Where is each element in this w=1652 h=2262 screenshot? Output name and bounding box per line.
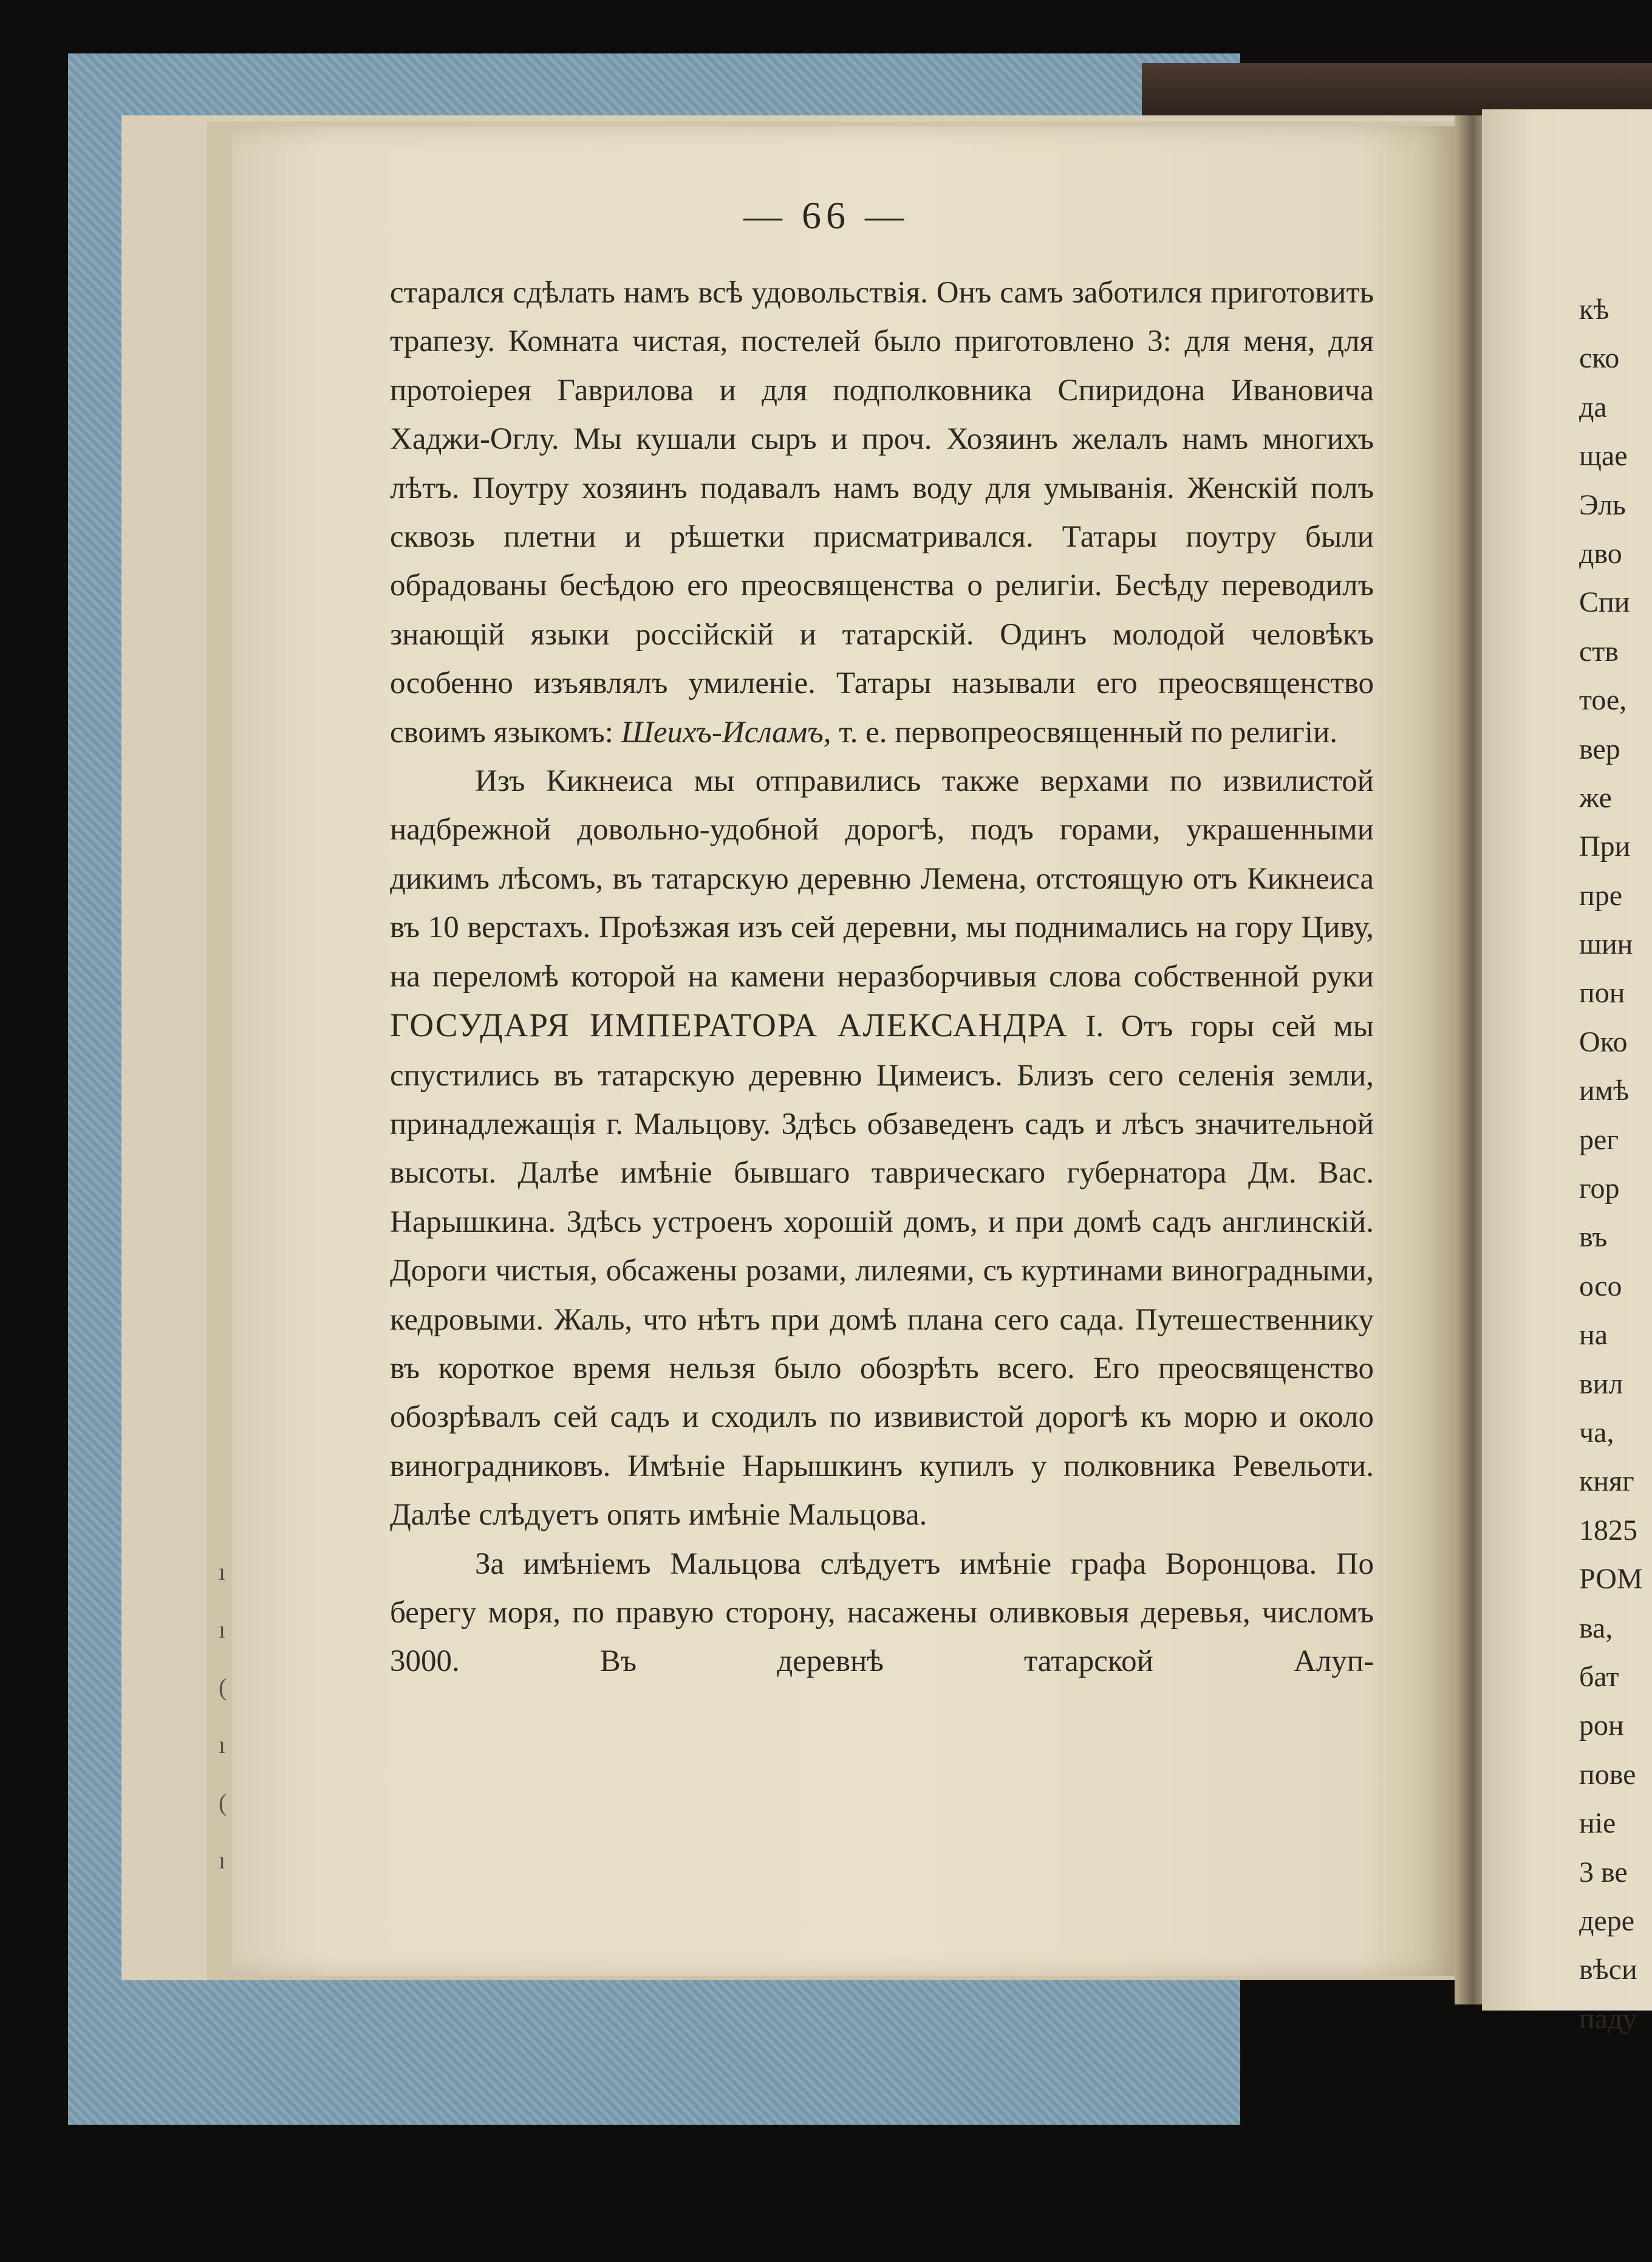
right-page-line: дво — [1579, 537, 1622, 570]
right-page-line: осо — [1579, 1269, 1622, 1302]
right-page-line: ва, — [1579, 1611, 1613, 1644]
right-page-line: же — [1579, 781, 1612, 814]
right-page-line: паду — [1579, 2002, 1637, 2035]
right-page-line: РОМ — [1579, 1563, 1643, 1596]
margin-mark: ı — [219, 1847, 226, 1874]
right-page-line: вѣси — [1579, 1953, 1637, 1986]
right-page-line: пон — [1579, 977, 1625, 1010]
right-page-line: дере — [1579, 1904, 1635, 1937]
page-text — [390, 268, 1374, 1686]
right-page-line: въ — [1579, 1221, 1608, 1254]
right-page-line: бат — [1579, 1660, 1619, 1693]
right-page-line: 3 ве — [1579, 1856, 1628, 1888]
page-number: — 66 — — [743, 194, 909, 237]
margin-mark: ı — [219, 1731, 226, 1758]
paragraph-2-end: I. Отъ горы сей мы спустились въ татарскую деревню Цимеисъ. Близъ сего селенія земли, принадлежащія г. Мальцову. Здѣсь обзаведенъ садъ и лѣсъ значительной высоты. Далѣе имѣніе бывшаго таврическаго губернатора Дм. Вас. Нарышкина. Здѣсь устроенъ хорошій домъ, и при домѣ садъ англинскій. Дороги чистыя, обсажены розами, лилеями, съ куртинами виноградными, кедровыми. Жаль, что нѣтъ при домѣ плана сего сада. Путешественнику въ короткое время нельзя было обозрѣть всего. Его преосвященство обозрѣвалъ сей садъ и сходилъ по извивистой дорогѣ къ морю и около виноградниковъ. Имѣніе Нарышкинъ купилъ у полковника Ревельоти. Далѣе слѣдуетъ опять имѣніе Мальцова. — [390, 1010, 1374, 1532]
right-page-line: При — [1579, 830, 1631, 863]
right-page-line: кѣ — [1579, 293, 1609, 326]
margin-mark: ( — [219, 1673, 227, 1701]
right-page-text — [1579, 285, 1651, 2043]
margin-mark: ı — [219, 1616, 226, 1643]
paragraph-3-text: За имѣніемъ Мальцова слѣдуетъ имѣніе графа Воронцова. По берегу моря, по правую сторону, насажены оливковыя деревья, числомъ 3000. Въ деревнѣ татарской Алуп- — [390, 1546, 1374, 1679]
paragraph-3 — [390, 1540, 1374, 1686]
right-page-line: ско — [1579, 342, 1620, 375]
right-page-line: княг — [1579, 1465, 1634, 1498]
right-page-line: щае — [1579, 440, 1628, 473]
right-page-line: шин — [1579, 928, 1633, 961]
paragraph-1-end: т. е. первопреосвященный по религіи. — [831, 715, 1338, 750]
right-page-line: тое, — [1579, 684, 1627, 717]
right-page-line: вил — [1579, 1367, 1623, 1400]
right-page-line: ча, — [1579, 1416, 1614, 1449]
paragraph-1 — [390, 268, 1374, 757]
right-page-line: имѣ — [1579, 1075, 1630, 1107]
paragraph-2-text: Изъ Кикнеиса мы отправились также верхами по извилистой надбрежной довольно-удобной дорогѣ, подъ горами, украшенными дикимъ лѣсомъ, въ татарскую деревню Лемена, отстоящую отъ Кикнеиса въ 10 верстахъ. Проѣзжая изъ сей деревни, мы поднимались на гору Циву, на переломѣ которой на камени неразборчивыя слова собственной руки — [390, 764, 1374, 994]
right-page-line: Спи — [1579, 586, 1630, 619]
emperor-caps: ГОСУДАРЯ ИМПЕРАТОРА АЛЕКСАНДРА — [390, 1006, 1068, 1044]
right-page-line: гор — [1579, 1172, 1620, 1205]
right-page-line: Эль — [1579, 488, 1626, 521]
sheikh-islam-italic: Шеихъ-Исламъ, — [621, 715, 831, 750]
right-page-line: ств — [1579, 635, 1619, 668]
right-page-line: пре — [1579, 879, 1622, 912]
right-page-line: рег — [1579, 1123, 1619, 1156]
right-page-line: 1825 — [1579, 1514, 1637, 1546]
margin-mark: ( — [219, 1789, 227, 1816]
margin-marks — [219, 1543, 237, 1889]
paragraph-1-text: старался сдѣлать намъ всѣ удовольствія. Онъ самъ заботился приготовить трапезу. Комната чистая, постелей было приготовлено 3: для меня, для протоіерея Гаврилова и для подполковника Спиридона Ивановича Хаджи-Оглу. Мы кушали сыръ и проч. Хозяинъ желалъ намъ многихъ лѣтъ. Поутру хозяинъ подавалъ намъ воду для умыванія. Женскій полъ сквозь плетни и рѣшетки присматривался. Татары поутру были обрадованы бесѣдою его преосвященства о религіи. Бесѣду переводилъ знающій языки россійскій и татарскій. Одинъ молодой человѣкъ особенно изъявлялъ умиленіе. Татары называли его преосвященство своимъ языкомъ: — [390, 276, 1374, 750]
right-page-line: пове — [1579, 1758, 1636, 1791]
right-page-line: на — [1579, 1319, 1608, 1351]
right-page-line: рон — [1579, 1709, 1624, 1742]
right-page-line: ніе — [1579, 1807, 1616, 1840]
paragraph-2 — [390, 757, 1374, 1540]
right-page-line: Око — [1579, 1025, 1628, 1058]
margin-mark: ı — [219, 1558, 226, 1585]
right-page-line: вер — [1579, 733, 1620, 765]
right-page-line: да — [1579, 391, 1607, 423]
